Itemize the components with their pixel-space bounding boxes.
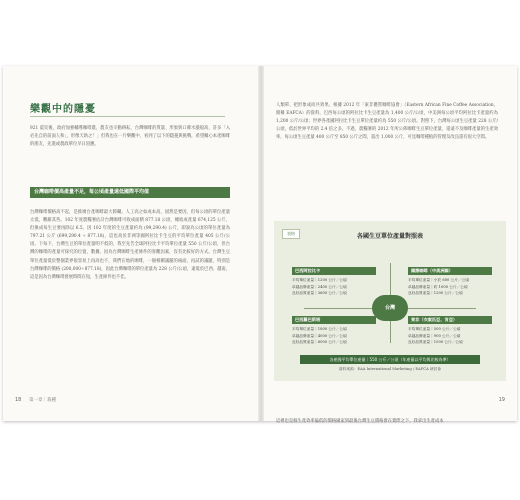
average-yield-bar: 各產國平均單位產量｜550 公斤／公頃（年產量以平均與比較為準）: [300, 355, 480, 364]
page-number-left: 18: [15, 397, 22, 403]
page-number-right: 19: [498, 397, 505, 403]
left-page: [3, 66, 258, 421]
country-block-brazil-arabica: [292, 267, 376, 297]
right-paragraph-1: 人類單、把形象成而共效果。根據 2012 年「東非優質咖啡協會」（Eastern African Fine Coffee Association，簡稱 EAFCA）的資料，巴西每公頃的阿拉比卡生豆產量為 1,400 公斤/公頃，中美洲每公頃平均阿拉比卡產量約為 1,200 公斤/公頃；世界各產國阿拉比卡生豆單位產量約為 550 公斤/公頃。對照下，台灣每公頃生豆產量 228 公斤/公頃，低於世界平均的 2.4 倍之多。不過，農糧署的 2012 年所公佈咖啡生豆單位產量，還遠不及咖啡產量的生產效率，每公頃生豆產量 400 公斤至 850 公斤之間，超出 1,000 公斤，可見咖啡種植的管理及改良還有很大空間。: [276, 103, 498, 141]
chart-title: 各國生豆單位產量對照表: [356, 233, 423, 240]
country-stat: 卓越品牌產量｜4000 公斤／公頃: [292, 333, 347, 338]
right-paragraph-2: 這裡也是個生產效率偏低的價格國家到最後台灣生豆價格會在實際之下，我拿出生產成本: [276, 419, 444, 424]
country-stat: 良好品質產量｜3600 公斤／公頃: [292, 291, 347, 296]
chart-source: 資料來源：EAA International Marketing / EAFCA 研討會: [338, 367, 442, 371]
yield-comparison-chart: [274, 221, 506, 381]
book-spread: [3, 66, 517, 424]
country-stat: 平均單位產量｜500 公斤／公頃: [408, 327, 461, 331]
country-stat: 良好品質產量｜1500 公斤／公頃: [408, 340, 463, 345]
country-stat: 平均單位產量｜小於 600 公斤／公頃: [408, 278, 470, 282]
country-block-brazil-robusta: [292, 316, 376, 346]
country-name: 巴西羅巴斯塔: [292, 316, 376, 324]
country-stat: 卓越品牌產量｜2400 公斤／公頃: [292, 284, 347, 289]
country-block-central-america: [408, 267, 492, 297]
country-name: 巴西阿拉比卡: [292, 267, 376, 275]
country-name: 東非（衣索匹亞、肯亞）: [408, 316, 492, 324]
chart-badge: 表格: [282, 229, 300, 239]
left-paragraph-2: 台灣咖啡價格高不起，是推廣台產咖啡最大障礙。人工高之如成本高，固然是要因，但每公頃的單位產量太低，難辭其咎。102 年度農糧署估計台灣咖啡可收成面積 877.18 公頃，總收成產量 674,125 公斤，但換成每生豆要再除以 6.5，因 102 年度的生豆產量約為 (99,290.4) 公斤，即說為公頃的單位產量為 797.21 公斤 (699,290.4 ÷ 877.18)，這也高於非洲等國阿拉比卡生豆的平均單位產量 405 公斤/公頃。下每下，台灣生豆的單位產量明不低的，我至先告全球阿拉比卡平均單位產量 550 公斤/公頃，但台灣的咖啡的產量可探究的位置，數據，因為台灣咖啡生產條件的客觀因素，沒有比較好的方式。台灣生豆單位產量低於整個業界很容易上再高也不，我們在地的咖啡，一個相關議題的兩面，再試的議題，特別是台灣咖啡的價格 (200,000÷877.18)，因此台灣咖啡的單位產量為 228 公斤/公頃，遠低於巴西、越南，這是因為台灣咖啡發展時間在短，生產條件也不佳。: [30, 210, 230, 280]
left-paragraph-1: 921 震災後，政府加強輔導咖啡農，農友也辛勤耕耘，台灣咖啡的質量、形象與口碑水漲船高，許多「入必先自的前面人和」，形像天助之！」但我也在一片樂觀中，看到了以下的隱憂與挑戰，希望關心本產咖啡的朋友，先進或農政單位早日因應。: [30, 126, 230, 148]
country-stat: 卓越品牌產量｜900 公斤／公頃: [408, 333, 461, 338]
country-stat: 卓越品牌產量｜約 1000 公斤／公頃: [408, 284, 468, 289]
section-subhead: 台灣咖啡價高產量不足，每公頃產量遠低國際平均值: [34, 189, 150, 195]
title-rule: [30, 116, 225, 117]
country-stat: 平均單位產量｜1200 公斤／公頃: [292, 278, 347, 282]
country-stat: 平均單位產量｜1800 公斤／公頃: [292, 327, 347, 331]
right-page: [264, 66, 517, 424]
country-name: 國際咖啡（中美洲國）: [408, 267, 492, 275]
chapter-title: 樂觀中的隱憂: [30, 104, 96, 115]
country-block-east-africa: [408, 316, 492, 346]
running-head: 第一章｜栽種: [29, 398, 56, 403]
hub-center: 台灣: [372, 295, 408, 321]
country-stat: 良好品質產量｜6000 公斤／公頃: [292, 340, 347, 345]
country-stat: 良好品質產量｜1200 公斤／公頃: [408, 291, 463, 296]
